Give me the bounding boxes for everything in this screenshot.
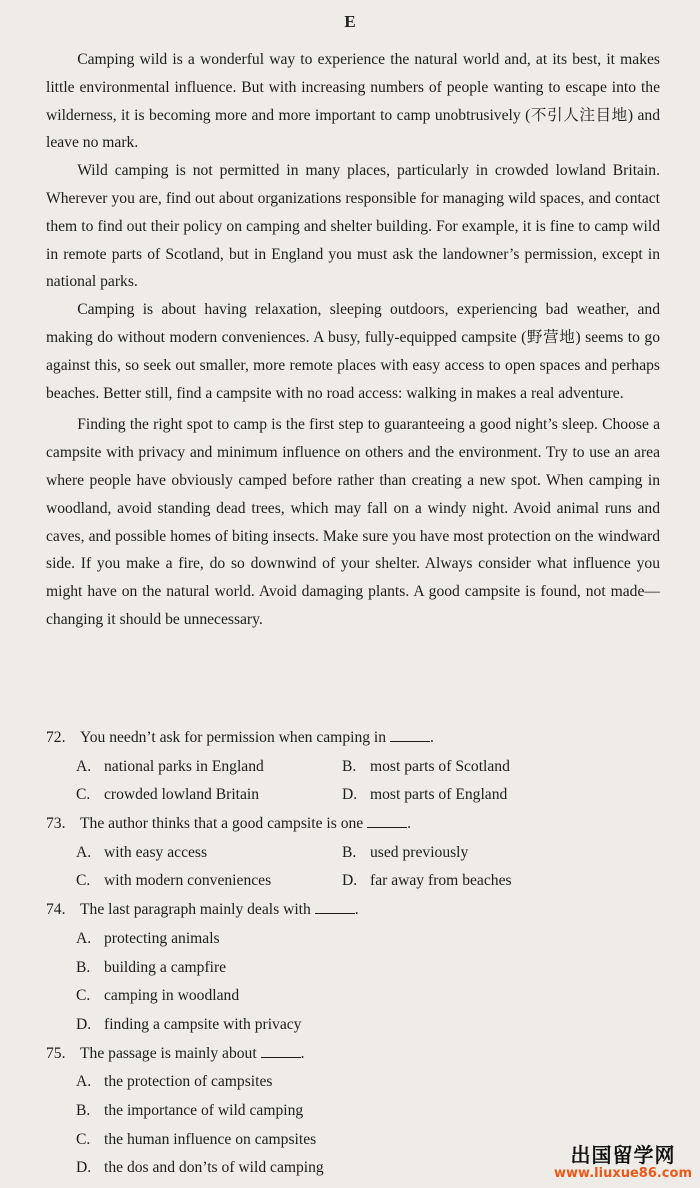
option-row xyxy=(46,982,660,1011)
question-end: . xyxy=(429,729,434,746)
question-number: 72. xyxy=(46,729,66,746)
logo-text: 出国留学网 xyxy=(570,1143,676,1167)
answer-blank xyxy=(315,899,355,914)
question-74-option-b[interactable] xyxy=(76,954,226,983)
question-75-option-a[interactable] xyxy=(76,1068,272,1097)
option-text: national parks in England xyxy=(104,757,264,775)
option-letter: C. xyxy=(76,872,91,890)
option-letter: D. xyxy=(342,786,358,804)
question-list xyxy=(46,724,660,1183)
question-number: 74. xyxy=(46,901,66,919)
option-row xyxy=(46,839,660,868)
option-letter: A. xyxy=(76,1073,92,1091)
question-text: You needn’t ask for permission when camping in xyxy=(80,729,387,746)
reading-passage xyxy=(46,46,660,634)
logo-url: www.liuxue86.com xyxy=(554,1166,692,1181)
question-73-stem xyxy=(46,810,660,839)
option-letter: D. xyxy=(76,1015,92,1033)
question-end: . xyxy=(300,1044,305,1062)
option-row xyxy=(46,954,660,983)
section-heading: E xyxy=(344,12,356,31)
option-row xyxy=(46,1097,660,1126)
option-text: the dos and don’ts of wild camping xyxy=(104,1159,324,1177)
question-74-option-d[interactable] xyxy=(76,1011,301,1040)
option-text: most parts of England xyxy=(370,786,508,804)
option-text: used previously xyxy=(370,843,469,861)
question-74-stem xyxy=(46,896,660,925)
question-73-option-d[interactable] xyxy=(342,867,512,896)
question-75-option-d[interactable] xyxy=(76,1154,324,1183)
option-text: the protection of campsites xyxy=(104,1073,273,1091)
answer-blank xyxy=(367,813,407,828)
paragraph-3: Camping is about having relaxation, sleeping outdoors, experiencing bad weather, and making do without modern conveniences. A busy, fully-equipped campsite (野营地) seems to go against this, so seek out smaller, more remote places with easy access to open spaces and perhaps beaches. Better still, find a campsite with no road access: walking in makes a real adventure. xyxy=(46,301,660,402)
option-text: the importance of wild camping xyxy=(104,1102,304,1119)
option-letter: B. xyxy=(76,958,91,976)
option-text: with modern conveniences xyxy=(104,872,272,890)
option-text: camping in woodland xyxy=(104,987,240,1005)
question-end: . xyxy=(354,901,359,919)
question-75-stem xyxy=(46,1040,660,1069)
option-letter: B. xyxy=(342,757,357,775)
paragraph-2: Wild camping is not permitted in many places, particularly in crowded lowland Britain. Wherever you are, find out about organizations responsible for managing wild spaces, and contact them to find out their policy on camping and shelter building. For example, it is fine to camp wild in remote parts of Scotland, but in England you must ask the landowner’s permission, except in national parks. xyxy=(46,162,660,291)
option-letter: A. xyxy=(76,757,92,775)
option-letter: B. xyxy=(76,1102,91,1119)
question-end: . xyxy=(407,815,412,833)
question-74-option-c[interactable] xyxy=(76,982,239,1011)
question-number: 75. xyxy=(46,1044,66,1062)
answer-blank xyxy=(261,1043,301,1058)
option-letter: A. xyxy=(76,929,92,947)
option-letter: C. xyxy=(76,1130,91,1148)
question-72-stem xyxy=(46,724,660,753)
option-row xyxy=(46,1011,660,1040)
question-73-option-b[interactable] xyxy=(342,839,468,868)
option-text: most parts of Scotland xyxy=(370,757,510,775)
option-letter: B. xyxy=(342,843,357,861)
question-72-option-c[interactable] xyxy=(76,781,259,810)
question-text: The author thinks that a good campsite is one xyxy=(80,815,364,833)
question-75-option-b[interactable] xyxy=(76,1097,303,1126)
option-text: far away from beaches xyxy=(370,872,512,890)
question-73-option-a[interactable] xyxy=(76,839,207,868)
option-text: the human influence on campsites xyxy=(104,1130,317,1148)
option-letter: D. xyxy=(342,872,358,890)
question-73-option-c[interactable] xyxy=(76,867,271,896)
answer-blank xyxy=(390,727,430,742)
option-text: building a campfire xyxy=(104,958,227,976)
option-text: finding a campsite with privacy xyxy=(104,1015,302,1033)
option-text: with easy access xyxy=(104,843,208,861)
question-number: 73. xyxy=(46,815,66,833)
paragraph-1: Camping wild is a wonderful way to experience the natural world and, at its best, it makes little environmental influence. But with increasing numbers of people wanting to escape into the wilderness, it is becoming more and more important to camp unobtrusively (不引人注目地) and leave no mark. xyxy=(46,51,660,152)
question-text: The passage is mainly about xyxy=(80,1044,257,1062)
option-letter: C. xyxy=(76,786,91,804)
question-72-option-b[interactable] xyxy=(342,753,510,782)
question-text: The last paragraph mainly deals with xyxy=(80,901,311,919)
option-row xyxy=(46,1068,660,1097)
option-text: crowded lowland Britain xyxy=(104,786,260,804)
option-row xyxy=(46,867,660,896)
question-75-option-c[interactable] xyxy=(76,1126,316,1155)
paragraph-4: Finding the right spot to camp is the first step to guaranteeing a good night’s sleep. Choose a campsite with privacy and minimum influence on others and the environment. Try to use an area where people have obviously camped before rather than creating a new spot. When camping in woodland, avoid standing dead trees, which may fall on a windy night. Avoid animal runs and caves, and possible homes of biting insects. Make sure you have most protection on the windward side. If you make a fire, do so downwind of your shelter. Always consider what influence you might have on the natural world. Avoid damaging plants. A good campsite is found, not made—changing it should be unnecessary. xyxy=(46,416,660,628)
site-logo[interactable] xyxy=(554,1145,692,1180)
question-74-option-a[interactable] xyxy=(76,925,220,954)
option-text: protecting animals xyxy=(104,929,220,947)
option-letter: D. xyxy=(76,1159,92,1177)
question-72-option-a[interactable] xyxy=(76,753,264,782)
option-row xyxy=(46,781,660,810)
option-letter: A. xyxy=(76,843,92,861)
option-row xyxy=(46,925,660,954)
option-letter: C. xyxy=(76,987,91,1005)
option-row xyxy=(46,753,660,782)
question-72-option-d[interactable] xyxy=(342,781,507,810)
